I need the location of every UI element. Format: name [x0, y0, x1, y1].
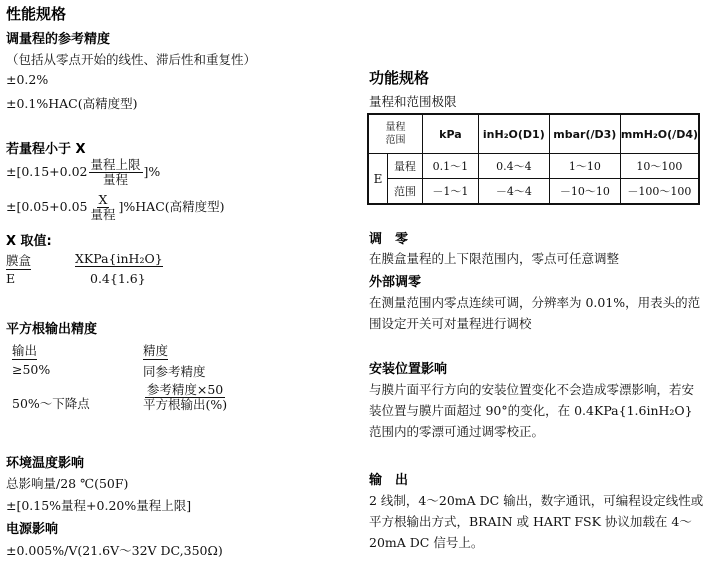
x-value-col-x: XKPa{inH₂O} [75, 251, 163, 266]
zero-adjust-heading: 调 零 [369, 232, 409, 247]
table-cell: 0.1～1 [422, 154, 478, 179]
table-cell: 0.4～4 [478, 154, 549, 179]
output-text: 2 线制，4～20mA DC 输出，数字通讯，可编程设定线性或平方根输出方式，BRAIN 或 HART FSK 协议加载在 4～20mA DC 信号上。 [369, 493, 704, 550]
table-row [368, 179, 699, 205]
table-row [368, 154, 699, 179]
sqrt-row2-numerator: 参考精度×50 [146, 382, 224, 397]
table-header-row [368, 114, 699, 154]
formula2-numerator: X [98, 192, 108, 207]
x-value-col-capsule: 膜盒 [6, 253, 32, 268]
sqrt-row1-accuracy: 同参考精度 [143, 364, 206, 379]
table-cell: 1～10 [549, 154, 620, 179]
sqrt-col-accuracy: 精度 [143, 343, 169, 358]
ref-accuracy-heading: 调量程的参考精度 [6, 32, 111, 47]
formula1-numerator: 量程上限 [90, 157, 141, 172]
range-lt-x-heading: 若量程小于 X [6, 142, 86, 157]
row-label-range: 范围 [387, 179, 422, 205]
formula2-suffix: ]%HAC(高精度型) [118, 199, 225, 214]
table-cell: －100～100 [620, 179, 699, 205]
sqrt-col-output: 输出 [12, 343, 38, 358]
zero-adjust-text: 在膜盒量程的上下限范围内，零点可任意调整 [369, 251, 620, 266]
mount-effect-heading: 安装位置影响 [369, 362, 448, 377]
sqrt-row2-accuracy [140, 383, 230, 412]
x-value-capsule: E [6, 271, 16, 286]
ext-zero-text: 在测量范围内零点连续可调，分辨率为 0.01%，用表头的范围设定开关可对量程进行调校 [369, 295, 701, 331]
formula2-fraction [89, 193, 118, 222]
x-value-heading: X 取值: [6, 234, 52, 249]
header-kpa: kPa [422, 114, 478, 154]
temp-effect-line2: ±[0.15%量程+0.20%量程上限] [6, 498, 192, 513]
formula2-prefix: ±[0.05+0.05 [6, 199, 88, 214]
ref-accuracy-line1: ±0.2% [6, 72, 49, 87]
formula1-denominator: 量程 [103, 172, 129, 187]
range-lt-x-formula2 [6, 193, 225, 222]
x-value-x: 0.4{1.6} [90, 271, 146, 286]
output-heading: 输 出 [369, 473, 409, 488]
range-lt-x-formula1 [6, 158, 160, 187]
table-corner-cell [368, 114, 422, 154]
ref-accuracy-note: （包括从零点开始的线性、滞后性和重复性） [6, 52, 257, 67]
sqrt-accuracy-heading: 平方根输出精度 [6, 322, 98, 337]
power-effect-heading: 电源影响 [6, 522, 59, 537]
table-cell: －10～10 [549, 179, 620, 205]
header-inh2o: inH₂O(D1) [478, 114, 549, 154]
range-limits-table [367, 113, 700, 205]
performance-spec-title: 性能规格 [6, 5, 67, 23]
temp-effect-heading: 环境温度影响 [6, 456, 85, 471]
sqrt-row2-output: 50%～下降点 [12, 396, 90, 411]
formula1-suffix: ]% [143, 164, 161, 179]
capsule-cell: E [368, 154, 387, 205]
formula2-denominator: 量程 [90, 207, 116, 222]
sqrt-row2-fraction [141, 383, 229, 412]
formula1-prefix: ±[0.15+0.02 [6, 164, 88, 179]
table-cell: －1～1 [422, 179, 478, 205]
formula1-fraction [89, 158, 143, 187]
corner-bottom-label: 范围 [385, 135, 406, 146]
power-effect-line1: ±0.005%/V(21.6V～32V DC,350Ω) [6, 543, 223, 558]
header-mbar: mbar(/D3) [549, 114, 620, 154]
corner-top-label: 量程 [385, 122, 406, 133]
range-limits-heading: 量程和范围极限 [369, 94, 457, 109]
table-cell: －4～4 [478, 179, 549, 205]
table-cell: 10～100 [620, 154, 699, 179]
row-label-span: 量程 [387, 154, 422, 179]
sqrt-row2-denominator: 平方根输出(%) [143, 397, 228, 412]
temp-effect-line1: 总影响量/28 ℃(50F) [6, 476, 129, 491]
ext-zero-heading: 外部调零 [369, 275, 422, 290]
header-mmh2o: mmH₂O(/D4) [620, 114, 699, 154]
sqrt-row1-output: ≥50% [12, 362, 51, 377]
ref-accuracy-line2: ±0.1%HAC(高精度型) [6, 96, 138, 111]
mount-effect-text: 与膜片面平行方向的安装位置变化不会造成零漂影响，若安装位置与膜片面超过 90°的变化，在 0.4KPa{1.6inH₂O}范围内的零漂可通过调零校正。 [369, 382, 695, 439]
functional-spec-title: 功能规格 [369, 69, 430, 87]
